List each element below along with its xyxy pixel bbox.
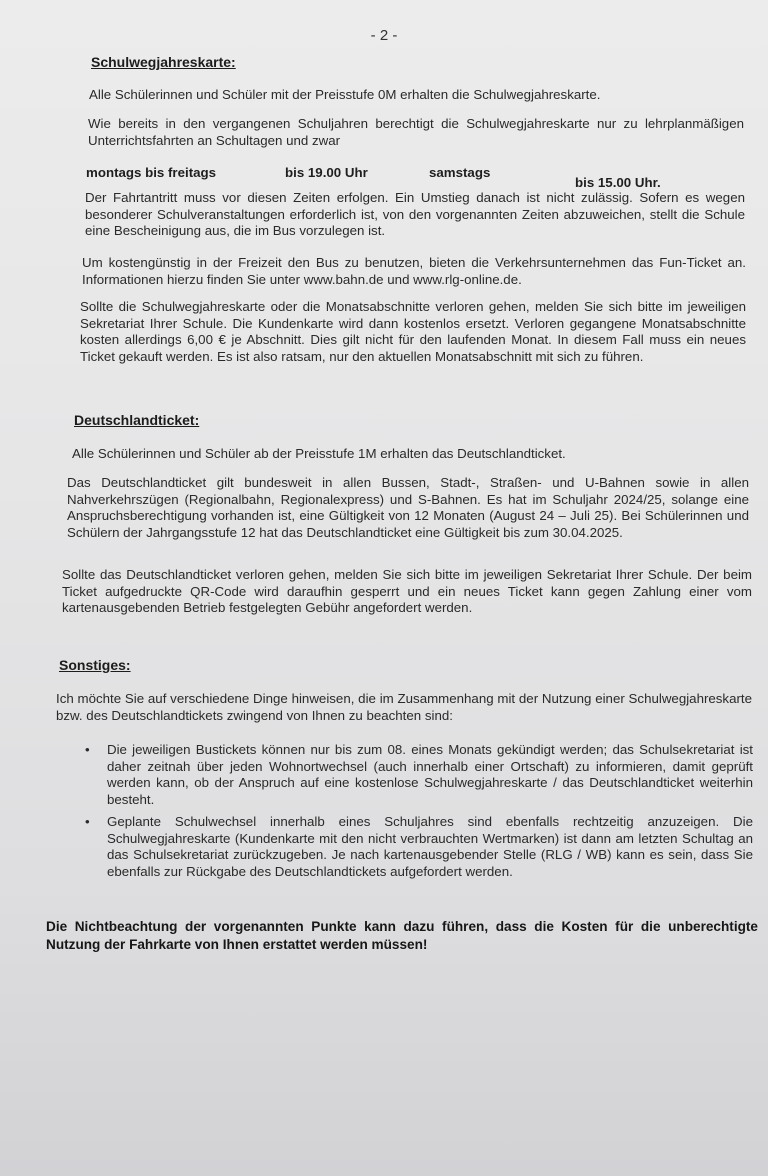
list-item	[83, 742, 753, 808]
page-number: - 2 -	[370, 27, 398, 44]
paragraph-schulweg-5: Sollte die Schulwegjahreskarte oder die Monatsabschnitte verloren gehen, melden Sie sich bitte im jeweiligen Sekretariat Ihrer Schule. Die Kundenkarte wird dann kostenlos ersetzt. Verloren gegangene Monatsabschnitte kosten allerdings 6,00 € je Abschnitt. Dies gilt nicht für den laufenden Monat. In diesem Fall muss ein neues Ticket gekauft werden. Es ist also ratsam, nur den aktuellen Monatsabschnitt mit sich zu führen.	[80, 299, 746, 364]
bullet-list	[83, 742, 753, 880]
paragraph-deutschland-2: Das Deutschlandticket gilt bundesweit in allen Bussen, Stadt-, Straßen- und U-Bahnen sowie in allen Nahverkehrszügen (Regionalbahn, Regionalexpress) und S-Bahnen. Es hat im Schuljahr 2024/25, solange eine Anspruchsberechtigung vorhanden ist, eine Gültigkeit von 12 Monaten (August 24 – Juli 25). Bei Schülerinnen und Schülern der Jahrgangsstufe 12 hat das Deutschlandticket eine Gültigkeit bis zum 30.04.2025.	[67, 475, 749, 540]
list-item	[83, 814, 753, 880]
paragraph-schulweg-1: Alle Schülerinnen und Schüler mit der Preisstufe 0M erhalten die Schulwegjahreskarte.	[89, 87, 601, 102]
paragraph-deutschland-1: Alle Schülerinnen und Schüler ab der Preisstufe 1M erhalten das Deutschlandticket.	[72, 446, 566, 461]
bullet-marker: •	[85, 742, 90, 757]
section-heading-deutschlandticket: Deutschlandticket:	[74, 412, 200, 428]
paragraph-schulweg-4: Um kostengünstig in der Freizeit den Bus zu benutzen, bieten die Verkehrsunternehmen das Fun-Ticket an. Informationen hierzu finden Sie unter www.bahn.de und www.rlg-online.de.	[82, 255, 746, 287]
paragraph-sonstiges-intro: Ich möchte Sie auf verschiedene Dinge hinweisen, die im Zusammenhang mit der Nutzung einer Schulwegjahreskarte bzw. des Deutschlandtickets zwingend von Ihnen zu beachten sind:	[56, 691, 752, 723]
final-note: Die Nichtbeachtung der vorgenannten Punkte kann dazu führen, dass die Kosten für die unberechtigte Nutzung der Fahrkarte von Ihnen erstattet werden müssen!	[46, 919, 758, 952]
time-value-weekdays: bis 19.00 Uhr	[285, 165, 368, 180]
paragraph-schulweg-3: Der Fahrtantritt muss vor diesen Zeiten erfolgen. Ein Umstieg danach ist nicht zulässig. Sofern es wegen besonderer Schulveranstaltungen erforderlich ist, von den vorgenannten Zeiten abzuweichen, stellt die Schule eine Bescheinigung aus, die im Bus vorzulegen ist.	[85, 190, 745, 238]
section-heading-sonstiges: Sonstiges:	[59, 657, 131, 673]
section-heading-schulwegjahreskarte: Schulwegjahreskarte:	[91, 54, 236, 70]
time-value-saturday: bis 15.00 Uhr.	[575, 175, 661, 190]
paragraph-deutschland-3: Sollte das Deutschlandticket verloren gehen, melden Sie sich bitte im jeweiligen Sekretariat Ihrer Schule. Der beim Ticket aufgedruckte QR-Code wird daraufhin gesperrt und ein neues Ticket kann gegen Zahlung einer vom kartenausgebenden Betrieb festgelegten Gebühr angefordert werden.	[62, 567, 752, 615]
paragraph-schulweg-2: Wie bereits in den vergangenen Schuljahren berechtigt die Schulwegjahreskarte nur zu lehrplanmäßigen Unterrichtsfahrten an Schultagen und zwar	[88, 116, 744, 148]
list-item-text: Geplante Schulwechsel innerhalb eines Schuljahres sind ebenfalls rechtzeitig anzuzeigen. Die Schulwegjahreskarte (Kundenkarte mit den nicht verbrauchten Wertmarken) ist dann am letzten Schultag an das Schulsekretariat zurückzugeben. Je nach kartenausgebender Stelle (RLG / WB) kann es sein, dass Sie ebenfalls zur Rückgabe des Deutschlandtickets aufgefordert werden.	[107, 814, 753, 879]
bullet-marker: •	[85, 814, 90, 829]
list-item-text: Die jeweiligen Bustickets können nur bis zum 08. eines Monats gekündigt werden; das Schulsekretariat ist daher zeitnah über jeden Wohnortwechsel (auch innerhalb einer Ortschaft) zu informieren, damit geprüft werden kann, ob der Anspruch auf eine kostenlose Schulwegjahreskarte / das Deutschlandticket weiterhin besteht.	[107, 742, 753, 807]
time-label-saturday: samstags	[429, 165, 491, 180]
time-label-weekdays: montags bis freitags	[86, 165, 217, 180]
